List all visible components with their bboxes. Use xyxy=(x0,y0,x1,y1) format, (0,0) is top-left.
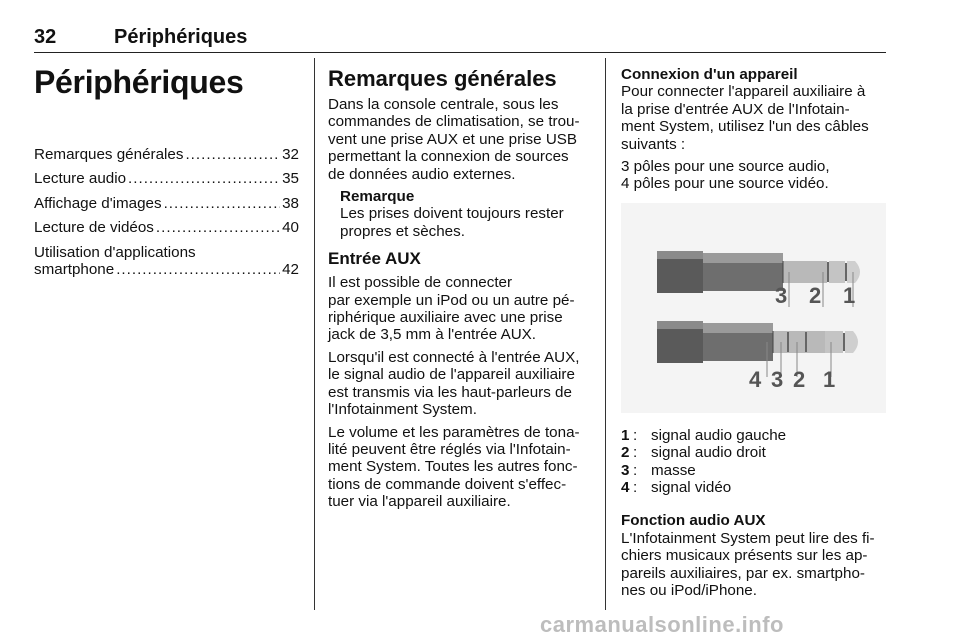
connection-paragraph: Pour connecter l'appareil auxiliaire à la prise d'entrée AUX de l'Infotain- ment System, utilisez l'un des câbles suivants : xyxy=(621,83,869,153)
figure-legend xyxy=(621,427,887,497)
pin-label-3: 3 xyxy=(771,366,784,392)
toc-entry-label: Lecture audio xyxy=(34,170,127,188)
toc-entry-page: 38 xyxy=(282,194,299,212)
watermark: carmanualsonline.info xyxy=(540,612,784,637)
column-divider-2 xyxy=(605,58,606,610)
table-of-contents xyxy=(34,146,299,278)
content-column-3 xyxy=(621,66,887,605)
toc-entry[interactable] xyxy=(34,244,299,279)
intro-paragraph: Dans la console centrale, sous les commandes de climatisation, se trou- vent une prise AUX et une prise USB permettant la connexion de sources de données audio externes. xyxy=(328,96,580,183)
aux-heading: Entrée AUX xyxy=(328,249,421,269)
jack-plugs-illustration xyxy=(621,203,886,413)
aux-paragraph-1: Il est possible de connecter par exemple un iPod ou un autre pé- riphérique auxiliaire avec une prise jack de 3,5 mm à l'entrée AUX. xyxy=(328,274,575,344)
header-divider xyxy=(34,52,886,53)
chapter-title: Périphériques xyxy=(34,64,244,100)
poles-paragraph: 3 pôles pour une source audio, 4 pôles pour une source vidéo. xyxy=(621,158,830,193)
page-number: 32 xyxy=(34,26,57,48)
function-paragraph: L'Infotainment System peut lire des fi- chiers musicaux présents sur les ap- pareils auxiliaires, par ex. smartpho- nes ou iPod/iPhone. xyxy=(621,529,875,600)
pin-label-1: 1 xyxy=(843,282,856,308)
legend-item: 1 : signal audio gauche xyxy=(621,426,787,444)
aux-paragraph-2: Lorsqu'il est connecté à l'entrée AUX, le signal audio de l'appareil auxiliaire est transmis via les haut-parleurs de l'Infotainment System. xyxy=(328,348,580,419)
toc-entry-label: Affichage d'images xyxy=(34,194,162,212)
toc-leader xyxy=(116,261,280,278)
aux-paragraph-3: Le volume et les paramètres de tona- lité peuvent être réglés via l'Infotain- ment System. Toutes les autres fonc- tions de commande doivent s'effec- tuer via l'appareil auxiliaire. xyxy=(328,423,580,511)
content-column-2 xyxy=(328,58,592,516)
remark-box: Remarque Les prises doivent toujours rester propres et sèches. xyxy=(340,188,592,240)
three-pole-plug xyxy=(657,251,860,308)
running-title: Périphériques xyxy=(114,26,248,48)
toc-leader xyxy=(185,146,280,163)
four-pole-plug xyxy=(657,321,858,392)
jack-plug-figure xyxy=(621,203,886,413)
toc-entry-page: 40 xyxy=(282,219,299,237)
toc-entry[interactable] xyxy=(34,219,299,236)
legend-item: 4 : signal vidéo xyxy=(621,479,732,497)
connection-heading: Connexion d'un appareil xyxy=(621,66,798,83)
toc-entry[interactable] xyxy=(34,170,299,187)
toc-entry[interactable] xyxy=(34,195,299,212)
toc-leader xyxy=(128,170,280,187)
toc-entry-page: 42 xyxy=(282,261,299,279)
toc-entry-label-line1: Utilisation d'applications xyxy=(34,243,196,261)
legend-item: 3 : masse xyxy=(621,461,696,479)
toc-entry-page: 35 xyxy=(282,170,299,188)
toc-column xyxy=(34,58,299,285)
page-header xyxy=(34,26,886,50)
toc-entry[interactable] xyxy=(34,146,299,163)
toc-leader xyxy=(164,195,281,212)
toc-entry-label: Remarques générales xyxy=(34,146,184,163)
column-divider-1 xyxy=(314,58,315,610)
pin-label-4: 4 xyxy=(749,366,762,392)
function-heading: Fonction audio AUX xyxy=(621,512,766,530)
toc-entry-label-line2: smartphone xyxy=(34,261,115,279)
legend-item: 2 : signal audio droit xyxy=(621,444,766,462)
remark-title: Remarque xyxy=(340,188,415,206)
pin-label-2: 2 xyxy=(793,366,806,392)
pin-label-3: 3 xyxy=(775,282,788,308)
section-heading: Remarques générales xyxy=(328,66,557,91)
pin-label-2: 2 xyxy=(809,282,822,308)
toc-entry-label: Lecture de vidéos xyxy=(34,219,154,237)
toc-leader xyxy=(156,219,280,236)
pin-label-1: 1 xyxy=(823,366,836,392)
toc-entry-page: 32 xyxy=(282,146,299,163)
